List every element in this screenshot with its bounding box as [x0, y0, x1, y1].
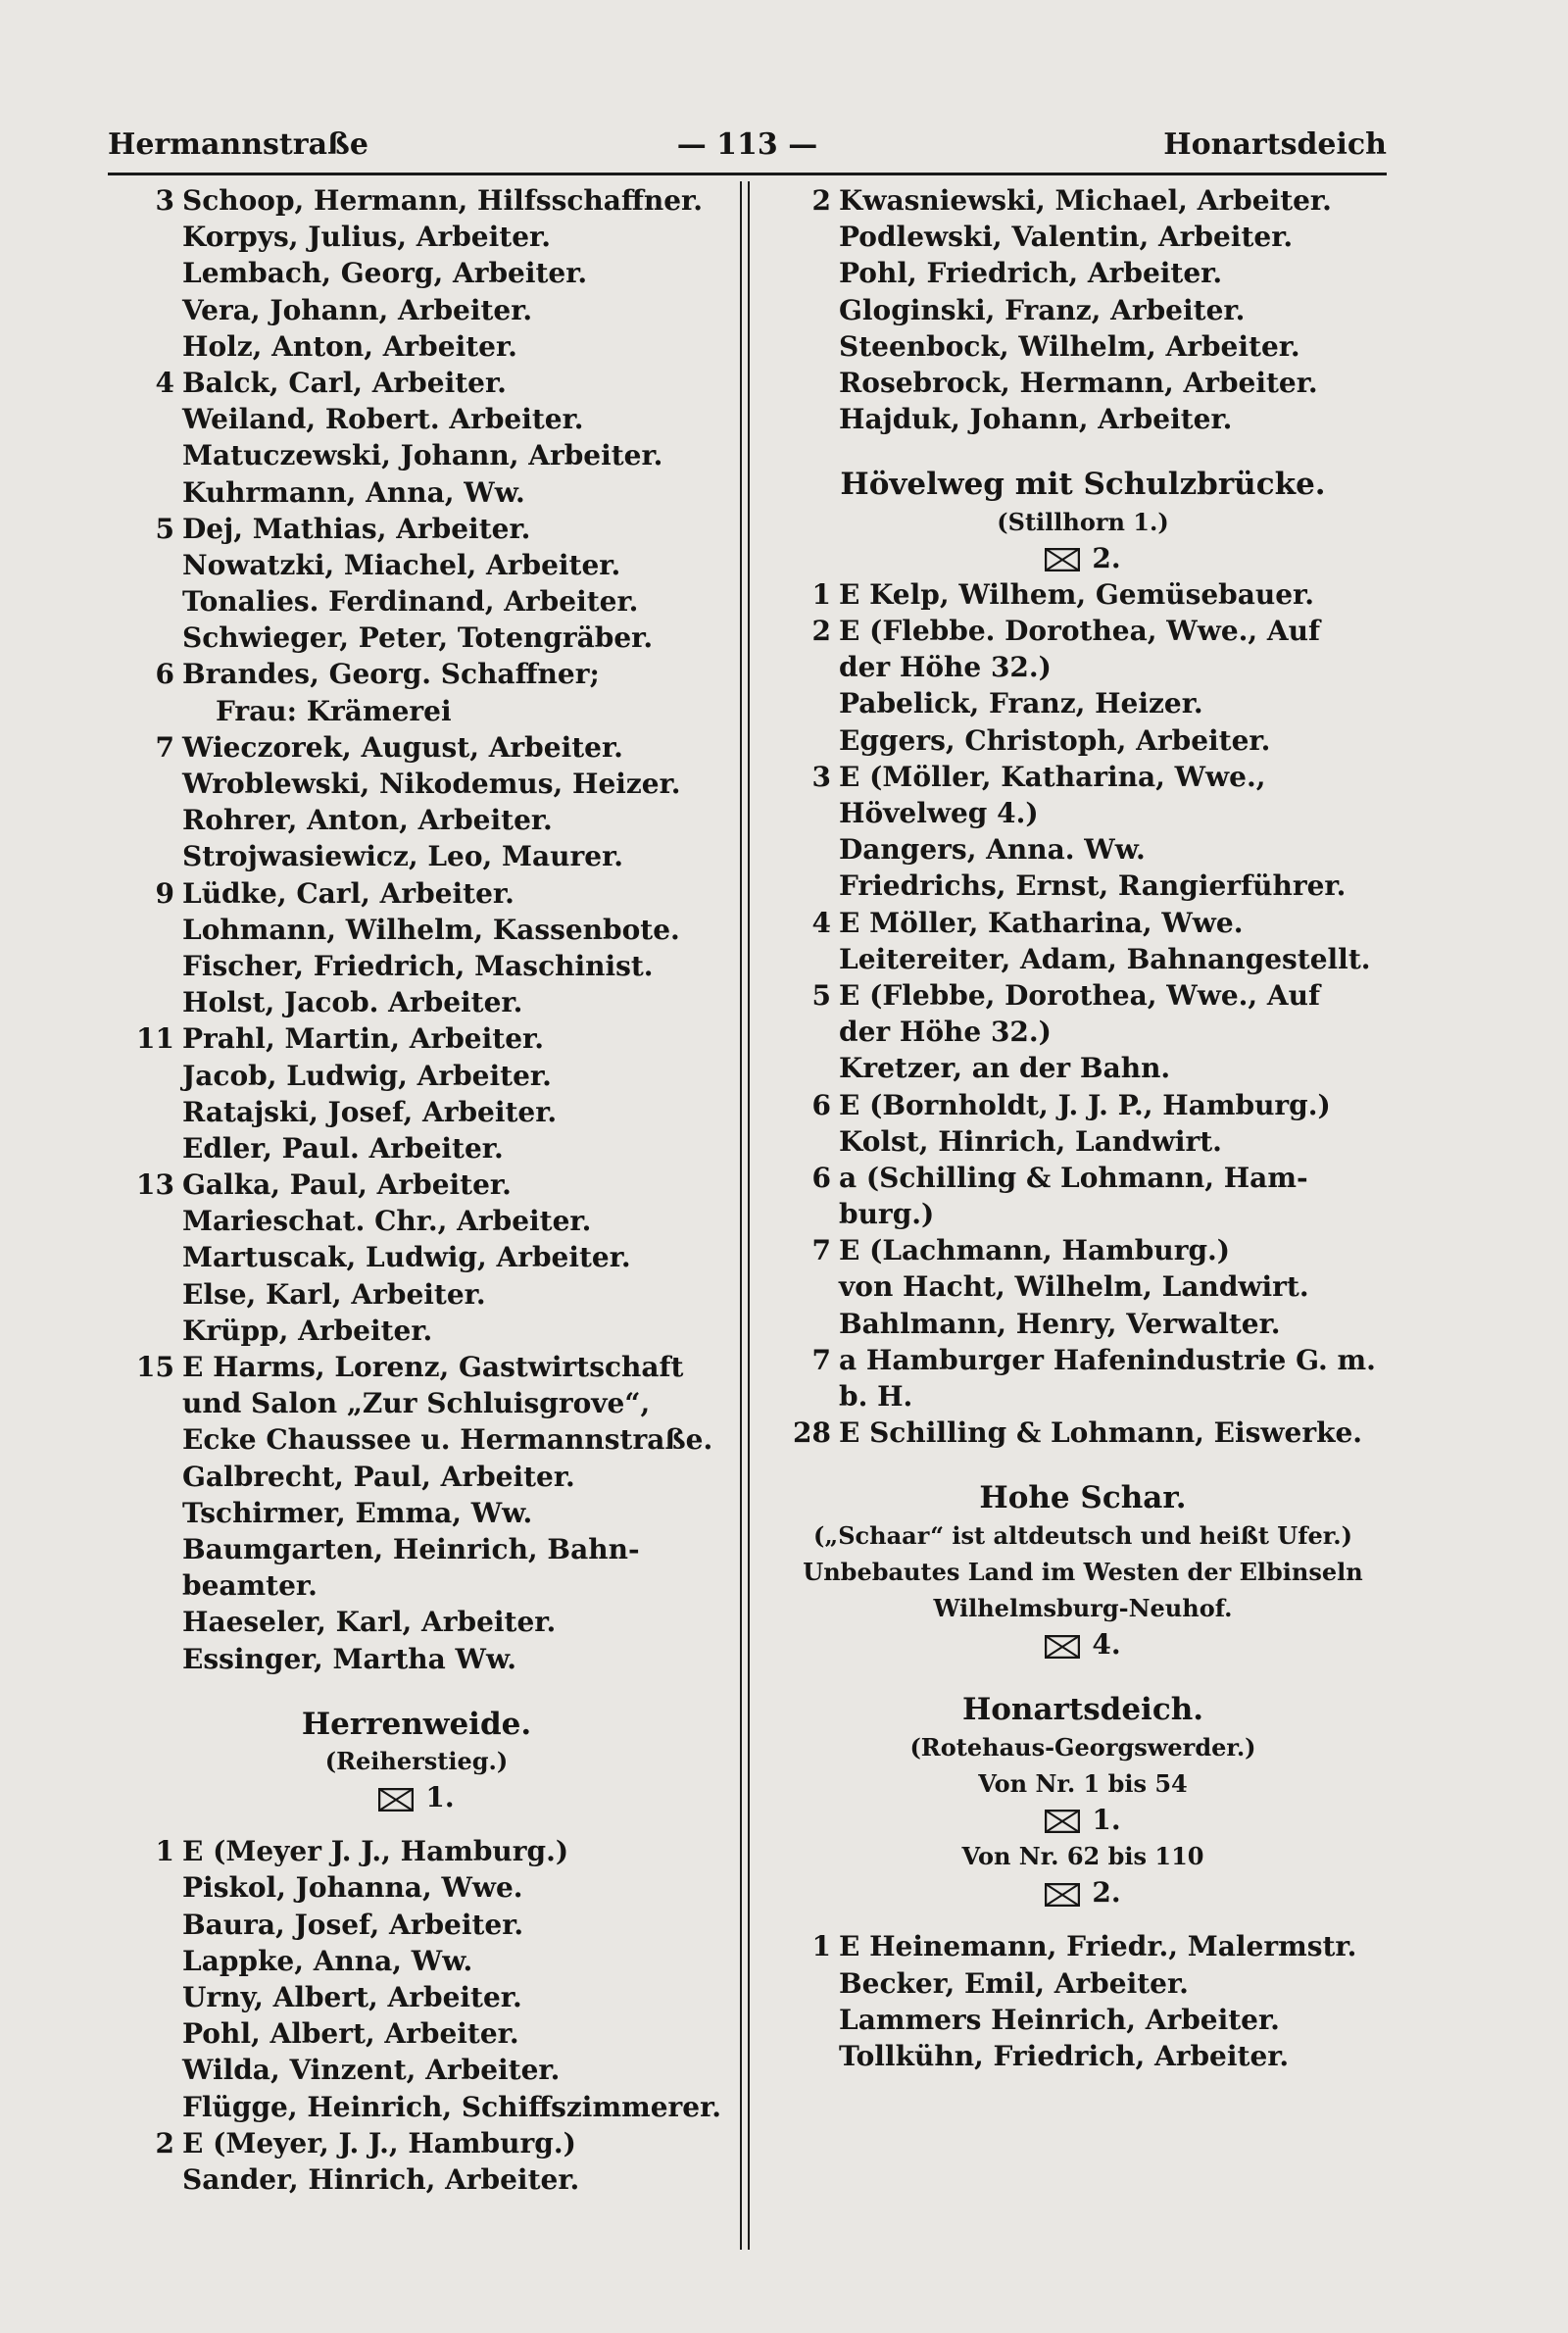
entry-text: Strojwasiewicz, Leo, Maurer. — [182, 840, 624, 873]
entry-text: Leitereiter, Adam, Bahnangestellt. — [839, 942, 1371, 975]
entry-text: E Harms, Lorenz, Gastwirtschaft — [182, 1351, 684, 1383]
house-number-range-2: Von Nr. 62 bis 110 — [961, 1842, 1204, 1871]
entry-text: E Schilling & Lohmann, Eiswerke. — [839, 1416, 1363, 1450]
directory-entry — [118, 984, 715, 1020]
right-column — [774, 182, 1392, 2074]
directory-entry — [774, 365, 1392, 401]
header-street-left: Hermannstraße — [108, 127, 368, 162]
house-number: 1 — [811, 1930, 831, 1963]
directory-entry — [118, 1239, 715, 1275]
directory-entry — [118, 292, 715, 328]
directory-entry — [118, 948, 715, 984]
entry-text: Baura, Josef, Arbeiter. — [182, 1908, 524, 1941]
directory-entry — [118, 1276, 715, 1313]
house-number: 5 — [811, 978, 831, 1012]
directory-entry — [118, 1020, 715, 1057]
entry-text: Rosebrock, Hermann, Arbeiter. — [839, 366, 1318, 399]
house-number: 4 — [155, 366, 174, 399]
entry-text: a (Schilling & Lohmann, Ham- — [839, 1161, 1308, 1194]
entry-text: Galka, Paul, Arbeiter. — [182, 1168, 512, 1202]
entry-text: Weiland, Robert. Arbeiter. — [182, 403, 584, 436]
directory-entry — [774, 2038, 1392, 2074]
house-number: 15 — [136, 1351, 174, 1383]
directory-entry — [118, 1421, 715, 1458]
entry-text: Edler, Paul. Arbeiter. — [182, 1131, 504, 1165]
entry-text: Galbrecht, Paul, Arbeiter. — [182, 1460, 575, 1493]
mail-envelope-icon — [1045, 1635, 1080, 1659]
entry-text: Vera, Johann, Arbeiter. — [182, 293, 533, 326]
directory-entry — [774, 1123, 1392, 1160]
entry-text: Ecke Chaussee u. Hermannstraße. — [182, 1423, 713, 1457]
directory-entry — [118, 1833, 715, 1869]
herrenweide-entries — [118, 1833, 722, 2198]
entry-text: Pohl, Albert, Arbeiter. — [182, 2017, 519, 2051]
directory-entry — [774, 255, 1392, 291]
house-number: 7 — [811, 1343, 831, 1376]
house-number: 7 — [811, 1234, 831, 1267]
entry-text: Matuczewski, Johann, Arbeiter. — [182, 439, 663, 472]
entry-text: Holst, Jacob. Arbeiter. — [182, 986, 523, 1019]
directory-entry — [774, 1160, 1392, 1196]
entry-text: Baumgarten, Heinrich, Bahn- — [182, 1532, 640, 1565]
entry-text: Steenbock, Wilhelm, Arbeiter. — [839, 329, 1300, 363]
house-number: 13 — [136, 1168, 174, 1202]
directory-entry — [774, 1306, 1392, 1342]
entry-text: Dej, Mathias, Arbeiter. — [182, 512, 531, 545]
entry-text: a Hamburger Hafenindustrie G. m. — [839, 1343, 1376, 1376]
entry-text: Sander, Hinrich, Arbeiter. — [182, 2162, 580, 2196]
directory-entry — [118, 1385, 715, 1421]
entry-text: Wilda, Vinzent, Arbeiter. — [182, 2054, 561, 2087]
entry-text: Gloginski, Franz, Arbeiter. — [839, 293, 1246, 326]
honartsdeich-entries — [774, 1928, 1392, 2074]
hoevelweg-entries — [774, 576, 1392, 1452]
directory-entry — [118, 1349, 715, 1385]
directory-entry — [118, 875, 715, 912]
house-number: 2 — [811, 184, 831, 217]
entry-text: Schoop, Hermann, Hilfsschaffner. — [182, 184, 703, 217]
directory-entry — [118, 620, 715, 656]
hermannstrasse-entries — [118, 182, 715, 1677]
section-title-honartsdeich: Honartsdeich. — [961, 1692, 1204, 1728]
directory-entry — [774, 1014, 1392, 1050]
section-title-hohe-schar: Hohe Schar. — [979, 1480, 1187, 1516]
entry-text: beamter. — [182, 1569, 318, 1603]
entry-text: Krüpp, Arbeiter. — [182, 1314, 433, 1347]
entry-text: Bahlmann, Henry, Verwalter. — [839, 1307, 1281, 1340]
postbezirk-honartsdeich-2 — [774, 1874, 1392, 1911]
entry-text: E (Möller, Katharina, Wwe., — [839, 760, 1266, 793]
directory-entry — [118, 2015, 715, 2052]
entry-text: Urny, Albert, Arbeiter. — [182, 1981, 522, 2013]
directory-entry — [774, 328, 1392, 365]
entry-text: Lohmann, Wilhelm, Kassenbote. — [182, 913, 680, 946]
directory-entry — [774, 1268, 1392, 1305]
directory-entry — [774, 613, 1392, 649]
house-number: 3 — [811, 760, 831, 793]
mail-envelope-icon — [1045, 1810, 1080, 1833]
entry-text: Kuhrmann, Anna, Ww. — [182, 475, 525, 509]
entry-text: E (Flebbe. Dorothea, Wwe., Auf — [839, 615, 1320, 648]
house-number: 6 — [811, 1161, 831, 1194]
entry-text: Marieschat. Chr., Arbeiter. — [182, 1205, 592, 1238]
entry-text: Essinger, Martha Ww. — [182, 1642, 517, 1675]
directory-entry — [774, 1378, 1392, 1415]
entry-text: Brandes, Georg. Schaffner; — [182, 658, 600, 691]
mail-envelope-icon — [378, 1788, 414, 1812]
entry-text: Eggers, Christoph, Arbeiter. — [839, 723, 1271, 757]
entry-text: Holz, Anton, Arbeiter. — [182, 329, 517, 363]
entry-text: Dangers, Anna. Ww. — [839, 833, 1146, 867]
directory-entry — [118, 1459, 715, 1495]
directory-entry — [774, 868, 1392, 904]
entry-text: Friedrichs, Ernst, Rangierführer. — [839, 869, 1347, 903]
directory-entry — [118, 547, 715, 583]
house-number: 4 — [811, 906, 831, 939]
directory-entry — [118, 2089, 722, 2125]
directory-entry — [118, 511, 715, 547]
house-number: 28 — [793, 1416, 831, 1450]
directory-entry — [774, 1965, 1392, 2002]
directory-entry — [774, 977, 1392, 1014]
section-title-herrenweide: Herrenweide. — [301, 1706, 532, 1742]
directory-entry — [118, 656, 715, 692]
postbezirk-hohe-schar — [774, 1626, 1392, 1663]
directory-entry — [118, 2161, 715, 2198]
entry-text: E (Meyer, J. J., Hamburg.) — [182, 2126, 576, 2159]
directory-entry — [774, 2002, 1392, 2038]
directory-entry — [774, 685, 1392, 721]
entry-text: Kolst, Hinrich, Landwirt. — [839, 1124, 1222, 1158]
house-number: 1 — [811, 577, 831, 611]
house-number: 6 — [811, 1088, 831, 1121]
house-number: 6 — [155, 658, 174, 691]
directory-entry — [774, 941, 1392, 977]
postbezirk-honartsdeich-1 — [774, 1802, 1392, 1838]
directory-entry — [774, 1050, 1392, 1086]
directory-entry — [118, 437, 715, 473]
entry-text: Kwasniewski, Michael, Arbeiter. — [839, 184, 1332, 217]
house-number: 2 — [811, 615, 831, 648]
entry-text: Rohrer, Anton, Arbeiter. — [182, 804, 553, 837]
section-subtitle-honartsdeich: (Rotehaus-Georgswerder.) — [909, 1732, 1256, 1762]
entry-text: Tollkühn, Friedrich, Arbeiter. — [839, 2040, 1290, 2072]
mail-envelope-icon — [1045, 1883, 1080, 1907]
directory-entry — [118, 1130, 715, 1166]
entry-text: Frau: Krämerei — [216, 694, 452, 727]
postbezirk-number: 1. — [1092, 1803, 1121, 1836]
mail-envelope-icon — [1045, 548, 1080, 571]
directory-entry — [118, 1869, 715, 1906]
directory-entry — [118, 2052, 715, 2088]
house-number: 5 — [155, 512, 174, 545]
entry-text: Pabelick, Franz, Heizer. — [839, 687, 1203, 720]
directory-entry — [118, 766, 715, 802]
entry-text: Flügge, Heinrich, Schiffszimmerer. — [182, 2090, 722, 2123]
directory-entry — [118, 802, 715, 838]
postbezirk-hoevelweg — [774, 540, 1392, 576]
house-number: 1 — [155, 1835, 174, 1868]
hermannstrasse-continued-entries — [774, 182, 1392, 437]
house-number: 7 — [155, 730, 174, 764]
directory-entry — [118, 2125, 715, 2161]
entry-text: Pohl, Friedrich, Arbeiter. — [839, 257, 1223, 290]
entry-text: b. H. — [839, 1380, 913, 1413]
directory-entry — [774, 649, 1392, 685]
entry-text: Balck, Carl, Arbeiter. — [182, 366, 507, 399]
entry-text: E (Bornholdt, J. J. P., Hamburg.) — [839, 1088, 1331, 1121]
house-number: 2 — [155, 2126, 174, 2159]
left-column — [118, 182, 722, 2198]
entry-text: E (Lachmann, Hamburg.) — [839, 1234, 1231, 1267]
directory-entry — [118, 328, 715, 365]
entry-text: Hajduk, Johann, Arbeiter. — [839, 403, 1233, 436]
entry-text: Ratajski, Josef, Arbeiter. — [182, 1095, 558, 1128]
directory-entry — [118, 474, 715, 511]
directory-entry — [774, 1928, 1392, 1964]
postbezirk-number: 2. — [1092, 1876, 1121, 1910]
header-rule — [108, 173, 1387, 175]
entry-text: E Kelp, Wilhem, Gemüsebauer. — [839, 577, 1314, 611]
directory-entry — [774, 1196, 1392, 1232]
directory-entry — [774, 182, 1392, 219]
directory-entry — [118, 1907, 715, 1943]
column-divider — [740, 181, 750, 2250]
directory-entry — [118, 1943, 715, 1979]
directory-entry — [118, 219, 715, 255]
entry-text: Podlewski, Valentin, Arbeiter. — [839, 221, 1294, 254]
house-number: 11 — [136, 1022, 174, 1056]
entry-text: von Hacht, Wilhelm, Landwirt. — [839, 1270, 1309, 1304]
directory-entry — [118, 1567, 715, 1604]
directory-entry — [774, 759, 1392, 795]
entry-text: Becker, Emil, Arbeiter. — [839, 1966, 1189, 2000]
directory-entry — [774, 905, 1392, 941]
section-subtitle-hoevelweg: (Stillhorn 1.) — [997, 507, 1169, 536]
directory-entry — [118, 1641, 715, 1677]
entry-text: Wroblewski, Nikodemus, Heizer. — [182, 768, 681, 800]
page-number: — 113 — — [676, 127, 818, 162]
entry-text: E Möller, Katharina, Wwe. — [839, 906, 1244, 939]
directory-entry — [118, 1604, 715, 1640]
entry-text: Fischer, Friedrich, Maschinist. — [182, 949, 654, 982]
postbezirk-number: 1. — [425, 1781, 455, 1814]
page-header — [108, 120, 1387, 178]
directory-entry — [118, 693, 715, 729]
directory-entry — [118, 1531, 715, 1567]
section-subtitle-herrenweide: (Reiherstieg.) — [324, 1746, 509, 1775]
directory-entry — [774, 1415, 1392, 1451]
directory-entry — [774, 1232, 1392, 1268]
entry-text: Hövelweg 4.) — [839, 797, 1039, 829]
hohe-schar-note-1: („Schaar“ ist altdeutsch und heißt Ufer.) — [813, 1520, 1352, 1550]
directory-entry — [118, 1203, 715, 1239]
directory-entry — [118, 1166, 715, 1203]
entry-text: Prahl, Martin, Arbeiter. — [182, 1022, 544, 1056]
entry-text: Kretzer, an der Bahn. — [839, 1052, 1171, 1085]
postbezirk-herrenweide — [118, 1779, 715, 1815]
directory-entry — [774, 831, 1392, 868]
entry-text: und Salon „Zur Schluisgrove“, — [182, 1387, 651, 1420]
entry-text: Piskol, Johanna, Wwe. — [182, 1871, 523, 1905]
directory-entry — [774, 292, 1392, 328]
directory-entry — [118, 401, 715, 437]
directory-entry — [118, 1058, 715, 1094]
entry-text: der Höhe 32.) — [839, 651, 1052, 684]
entry-text: Tonalies. Ferdinand, Arbeiter. — [182, 585, 639, 619]
directory-entry — [774, 795, 1392, 831]
entry-text: Lüdke, Carl, Arbeiter. — [182, 876, 514, 910]
entry-text: Tschirmer, Emma, Ww. — [182, 1496, 533, 1529]
hohe-schar-note-2: Unbebautes Land im Westen der Elbinseln — [803, 1557, 1363, 1586]
house-number: 9 — [155, 876, 174, 910]
entry-text: Korpys, Julius, Arbeiter. — [182, 221, 551, 254]
directory-entry — [118, 182, 715, 219]
directory-entry — [118, 365, 715, 401]
directory-entry — [774, 1342, 1392, 1378]
house-number: 3 — [155, 184, 174, 217]
hohe-schar-note-3: Wilhelmsburg-Neuhof. — [933, 1593, 1233, 1622]
directory-entry — [118, 1495, 715, 1531]
entry-text: burg.) — [839, 1198, 935, 1231]
directory-entry — [118, 1094, 715, 1130]
postbezirk-number: 4. — [1092, 1628, 1121, 1662]
directory-entry — [118, 255, 715, 291]
entry-text: Lammers Heinrich, Arbeiter. — [839, 2003, 1280, 2036]
directory-entry — [774, 1087, 1392, 1123]
entry-text: E (Flebbe, Dorothea, Wwe., Auf — [839, 978, 1320, 1012]
directory-entry — [774, 722, 1392, 759]
house-number-range-1: Von Nr. 1 bis 54 — [978, 1768, 1188, 1798]
entry-text: E (Meyer J. J., Hamburg.) — [182, 1835, 569, 1868]
entry-text: Lembach, Georg, Arbeiter. — [182, 257, 588, 290]
directory-entry — [118, 1979, 715, 2015]
entry-text: Nowatzki, Miachel, Arbeiter. — [182, 548, 621, 581]
directory-entry — [118, 838, 715, 874]
entry-text: Lappke, Anna, Ww. — [182, 1944, 473, 1977]
entry-text: Wieczorek, August, Arbeiter. — [182, 730, 623, 764]
entry-text: Schwieger, Peter, Totengräber. — [182, 621, 654, 655]
directory-entry — [118, 729, 715, 766]
postbezirk-number: 2. — [1092, 541, 1121, 574]
entry-text: Jacob, Ludwig, Arbeiter. — [182, 1059, 552, 1092]
directory-entry — [118, 583, 715, 620]
entry-text: Haeseler, Karl, Arbeiter. — [182, 1606, 557, 1639]
entry-text: der Höhe 32.) — [839, 1016, 1052, 1049]
directory-entry — [118, 912, 715, 948]
entry-text: Else, Karl, Arbeiter. — [182, 1277, 486, 1311]
entry-text: E Heinemann, Friedr., Malermstr. — [839, 1930, 1357, 1963]
section-title-hoevelweg: Hövelweg mit Schulzbrücke. — [840, 467, 1326, 503]
directory-entry — [774, 401, 1392, 437]
header-street-right: Honartsdeich — [1163, 127, 1387, 162]
directory-entry — [774, 576, 1392, 613]
directory-entry — [118, 1313, 715, 1349]
entry-text: Martuscak, Ludwig, Arbeiter. — [182, 1241, 631, 1274]
directory-entry — [774, 219, 1392, 255]
